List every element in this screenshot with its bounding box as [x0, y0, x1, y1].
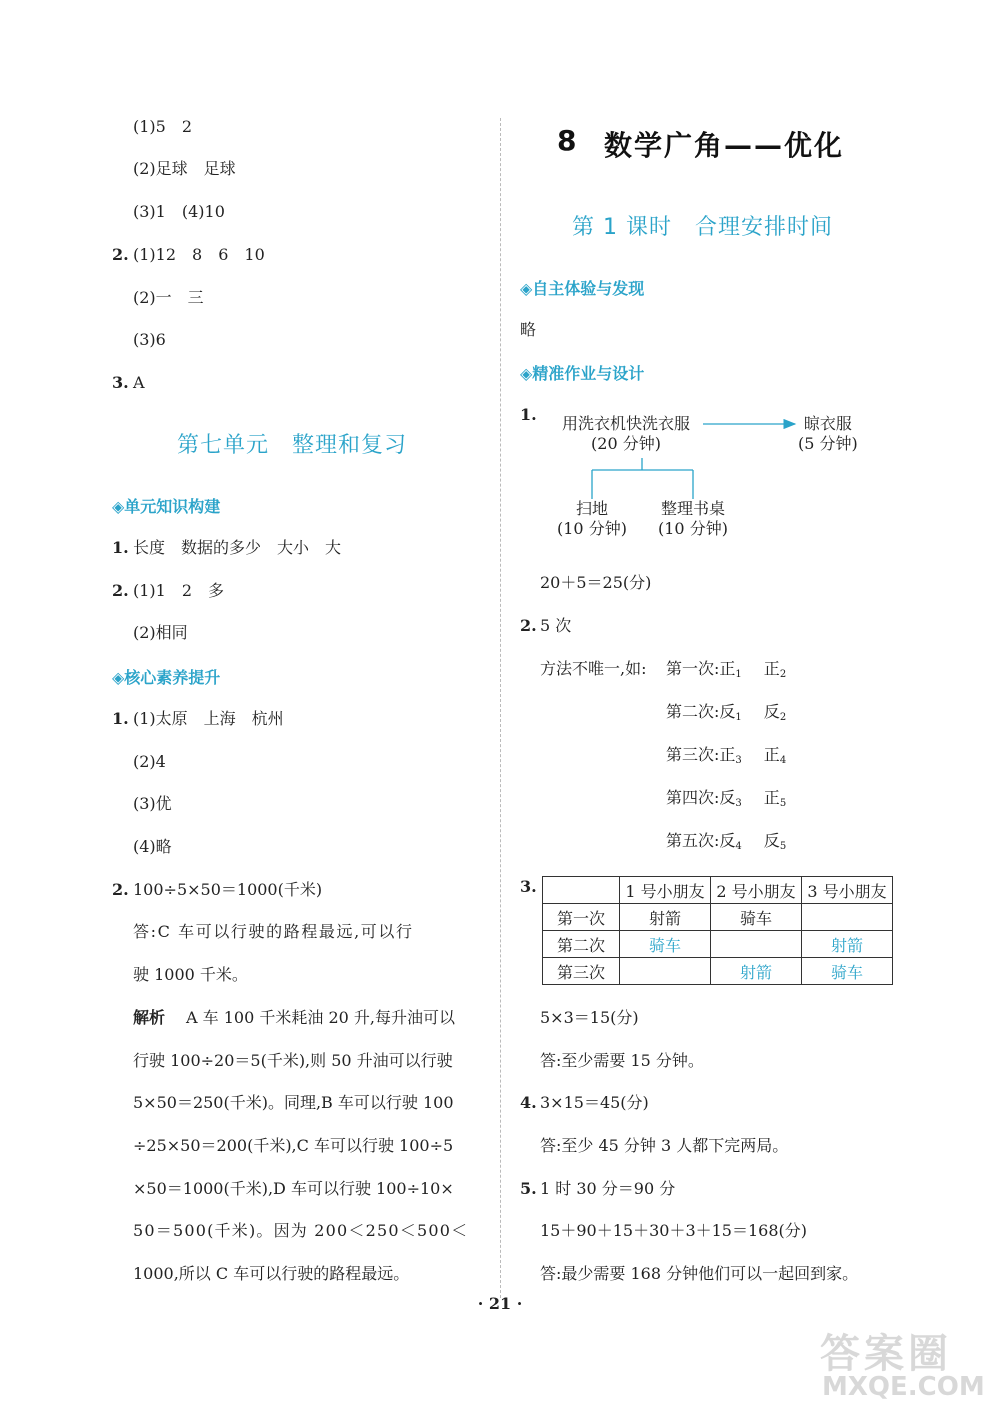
table-cell: 第二次 [543, 931, 620, 958]
table-row [543, 904, 893, 931]
question-number: 2. [112, 245, 129, 264]
table-cell: 第一次 [543, 904, 620, 931]
table-cell: 骑车 [620, 931, 711, 958]
question-number: 3. [112, 373, 129, 392]
table-cell [711, 931, 802, 958]
answer-line: (3)1 (4)10 [133, 202, 225, 221]
analysis-line: 行驶 100÷20＝5(千米),则 50 升油可以行驶 [133, 1051, 453, 1070]
flow-step-tidy: 整理书桌 (10 分钟) [658, 499, 728, 538]
question-number: 5. [520, 1179, 537, 1198]
table-header-cell: 3 号小朋友 [802, 877, 893, 904]
analysis-line: 50＝500(千米)。因为 200＜250＜500＜ [133, 1221, 469, 1240]
answer-line: (2)相同 [133, 623, 188, 642]
unit-title: 第七单元 整理和复习 [177, 433, 408, 458]
answer-line: 15＋90＋15＋30＋3＋15＝168(分) [540, 1221, 808, 1240]
answer-line: 100÷5×50＝1000(千米) [133, 880, 323, 899]
answer-line: 1 时 30 分＝90 分 [540, 1179, 676, 1198]
section-heading: ◈核心素养提升 [112, 668, 221, 687]
table-header-cell [543, 877, 620, 904]
answer-line: 略 [520, 320, 537, 339]
analysis-label: 解析 [133, 1008, 166, 1027]
answer-line: (3)6 [133, 330, 166, 349]
flip-step: 第三次:正$_3$ 正$_4$ [666, 745, 787, 766]
question-number: 2. [112, 581, 129, 600]
chapter-number: 8 [557, 124, 579, 157]
analysis-line: A 车 100 千米耗油 20 升,每升油可以 [186, 1008, 455, 1027]
flow-connectors [500, 400, 820, 510]
answer-line: A [133, 373, 145, 392]
question-number: 2. [520, 616, 537, 635]
answer-line: 答:至少 45 分钟 3 人都下完两局。 [540, 1136, 789, 1155]
table-cell: 射箭 [620, 904, 711, 931]
table-cell: 骑车 [711, 904, 802, 931]
question-number: 1. [520, 405, 537, 424]
answer-line: (2)一 三 [133, 288, 204, 307]
question-number: 2. [112, 880, 129, 899]
chapter-title: 数学广角——优化 [604, 129, 845, 162]
answer-line: 答:至少需要 15 分钟。 [540, 1051, 704, 1070]
answer-line: 方法不唯一,如: [540, 659, 647, 678]
answer-line: (1)12 8 6 10 [133, 245, 265, 264]
table-cell [802, 904, 893, 931]
analysis-line: 5×50＝250(千米)。同理,B 车可以行驶 100 [133, 1093, 454, 1112]
table-cell: 射箭 [711, 958, 802, 985]
flip-step: 第一次:正$_1$ 正$_2$ [666, 659, 787, 680]
question-number: 3. [520, 877, 537, 896]
section-heading: ◈单元知识构建 [112, 497, 221, 516]
section-heading: ◈精准作业与设计 [520, 364, 645, 383]
table-header-row [543, 877, 893, 904]
flow-step-wash: 用洗衣机快洗衣服 (20 分钟) [562, 414, 691, 453]
table-cell: 骑车 [802, 958, 893, 985]
answer-line: 5×3＝15(分) [540, 1008, 639, 1027]
watermark-site: MXQE.COM [822, 1372, 985, 1402]
answer-line: (2)4 [133, 752, 166, 771]
lesson-title: 第 1 课时 合理安排时间 [572, 215, 833, 240]
flip-step: 第四次:反$_3$ 正$_5$ [666, 788, 787, 809]
arrangement-table [542, 876, 893, 985]
table-row [543, 931, 893, 958]
page-number: · 21 · [477, 1294, 523, 1313]
analysis-line: 1000,所以 C 车可以行驶的路程最远。 [133, 1264, 410, 1283]
flow-step-sweep: 扫地 (10 分钟) [557, 499, 627, 538]
answer-line: 答:最少需要 168 分钟他们可以一起回到家。 [540, 1264, 859, 1283]
flip-step: 第二次:反$_1$ 反$_2$ [666, 702, 787, 723]
answer-line: 3×15＝45(分) [540, 1093, 649, 1112]
answer-line: 20＋5＝25(分) [540, 573, 652, 592]
table-cell [620, 958, 711, 985]
flip-step: 第五次:反$_4$ 反$_5$ [666, 831, 787, 852]
watermark-logo: 答案圈 [820, 1331, 952, 1377]
flow-step-hang: 晾衣服 (5 分钟) [798, 414, 858, 453]
answer-line: 驶 1000 千米。 [133, 965, 248, 984]
answer-line: (1)太原 上海 杭州 [133, 709, 284, 728]
answer-line: (4)略 [133, 837, 172, 856]
answer-line: (1)1 2 多 [133, 581, 225, 600]
section-heading: ◈自主体验与发现 [520, 279, 645, 298]
analysis-line: ÷25×50＝200(千米),C 车可以行驶 100÷5 [133, 1136, 454, 1155]
analysis-line: ×50＝1000(千米),D 车可以行驶 100÷10× [133, 1179, 454, 1198]
table-cell: 射箭 [802, 931, 893, 958]
question-number: 1. [112, 538, 129, 557]
table-header-cell: 1 号小朋友 [620, 877, 711, 904]
question-number: 4. [520, 1093, 537, 1112]
table-header-cell: 2 号小朋友 [711, 877, 802, 904]
column-divider [500, 118, 501, 1298]
question-number: 1. [112, 709, 129, 728]
table-row [543, 958, 893, 985]
answer-line: 长度 数据的多少 大小 大 [133, 538, 342, 557]
answer-line: 5 次 [540, 616, 572, 635]
answer-line: 答:C 车可以行驶的路程最远,可以行 [133, 922, 414, 941]
table-cell: 第三次 [543, 958, 620, 985]
answer-line: (3)优 [133, 794, 172, 813]
answer-line: (1)5 2 [133, 117, 193, 136]
answer-line: (2)足球 足球 [133, 159, 236, 178]
